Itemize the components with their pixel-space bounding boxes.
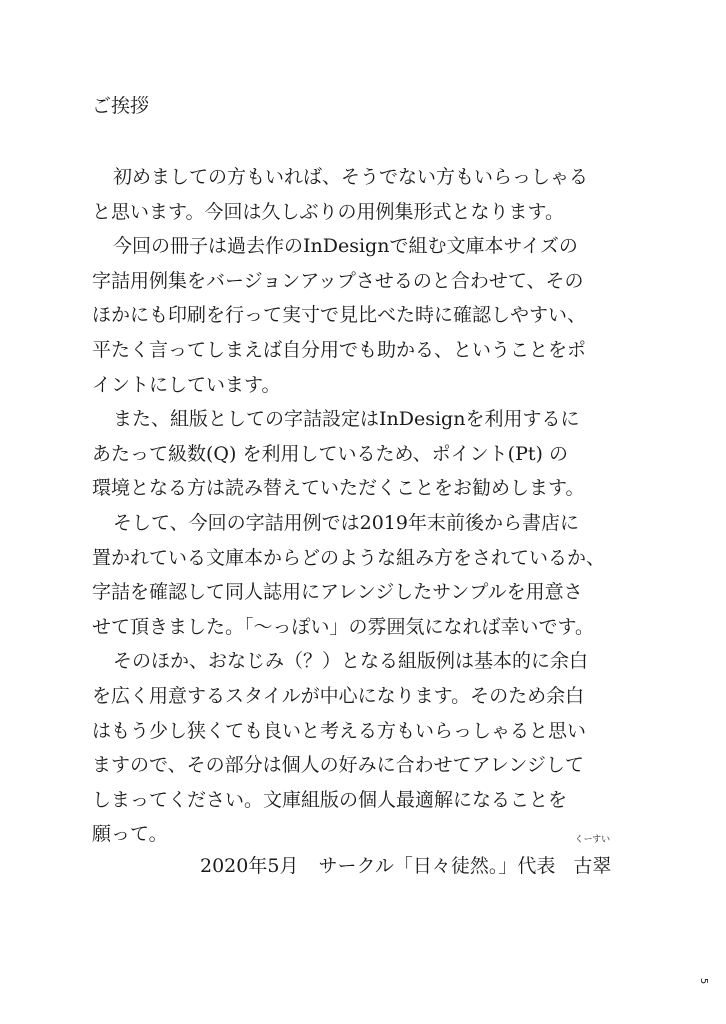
- signature-name-ruby: くーすい: [574, 835, 611, 845]
- body-line: と思います。今回は久しぶりの用例集形式となります。: [92, 200, 564, 223]
- body-line: また、組版としての字詰設定はInDesignを利用するに: [113, 408, 580, 431]
- body-line: 今回の冊子は過去作のInDesignで組む文庫本サイズの: [113, 235, 578, 258]
- body-line: あたって級数(Q) を利用しているため、ポイント(Pt) の: [92, 442, 568, 465]
- body-line: ますので、その部分は個人の好みに合わせてアレンジして: [92, 754, 584, 777]
- signature-circle: サークル「日々徒然。」代表: [318, 855, 556, 877]
- body-line: 字詰を確認して同人誌用にアレンジしたサンプルを用意さ: [92, 581, 583, 604]
- body-line: 初めましての方もいれば、そうでない方もいらっしゃる: [113, 166, 589, 188]
- body-line: 願って。: [92, 823, 168, 846]
- body-line: そのほか、おなじみ（？）となる組版例は基本的に余白: [113, 650, 589, 673]
- body-line: しまってください。文庫組版の個人最適解になることを: [92, 788, 568, 811]
- body-line: ほかにも印刷を行って実寸で見比べた時に確認しやすい、: [92, 304, 587, 327]
- body-line: を広く用意するスタイルが中心になります。そのため余白: [92, 684, 585, 707]
- body-line: はもう少し狭くても良いと考える方もいらっしゃると思い: [92, 719, 587, 742]
- page-heading: ご挨拶: [92, 95, 150, 117]
- body-line: 環境となる方は読み替えていただくことをお勧めします。: [92, 477, 585, 500]
- body-line: イントにしています。: [92, 373, 281, 396]
- body-line: 置かれている文庫本からどのような組み方をされているか、: [92, 546, 606, 569]
- body-text: [92, 160, 652, 852]
- body-line: せて頂きました。「〜っぽい」の雰囲気になれば幸いです。: [92, 615, 594, 638]
- signature-name-wrapper: [573, 835, 612, 880]
- signature: [200, 835, 612, 880]
- body-line: 字詰用例集をバージョンアップさせるのと合わせて、その: [92, 269, 584, 292]
- signature-date: 2020年5月: [200, 855, 299, 877]
- body-line: そして、今回の字詰用例では2019年末前後から書店に: [113, 511, 579, 534]
- page-number: 5: [698, 977, 710, 985]
- signature-name: 古翠: [573, 855, 612, 877]
- body-line: 平たく言ってしまえば自分用でも助かる、ということをポ: [92, 338, 587, 361]
